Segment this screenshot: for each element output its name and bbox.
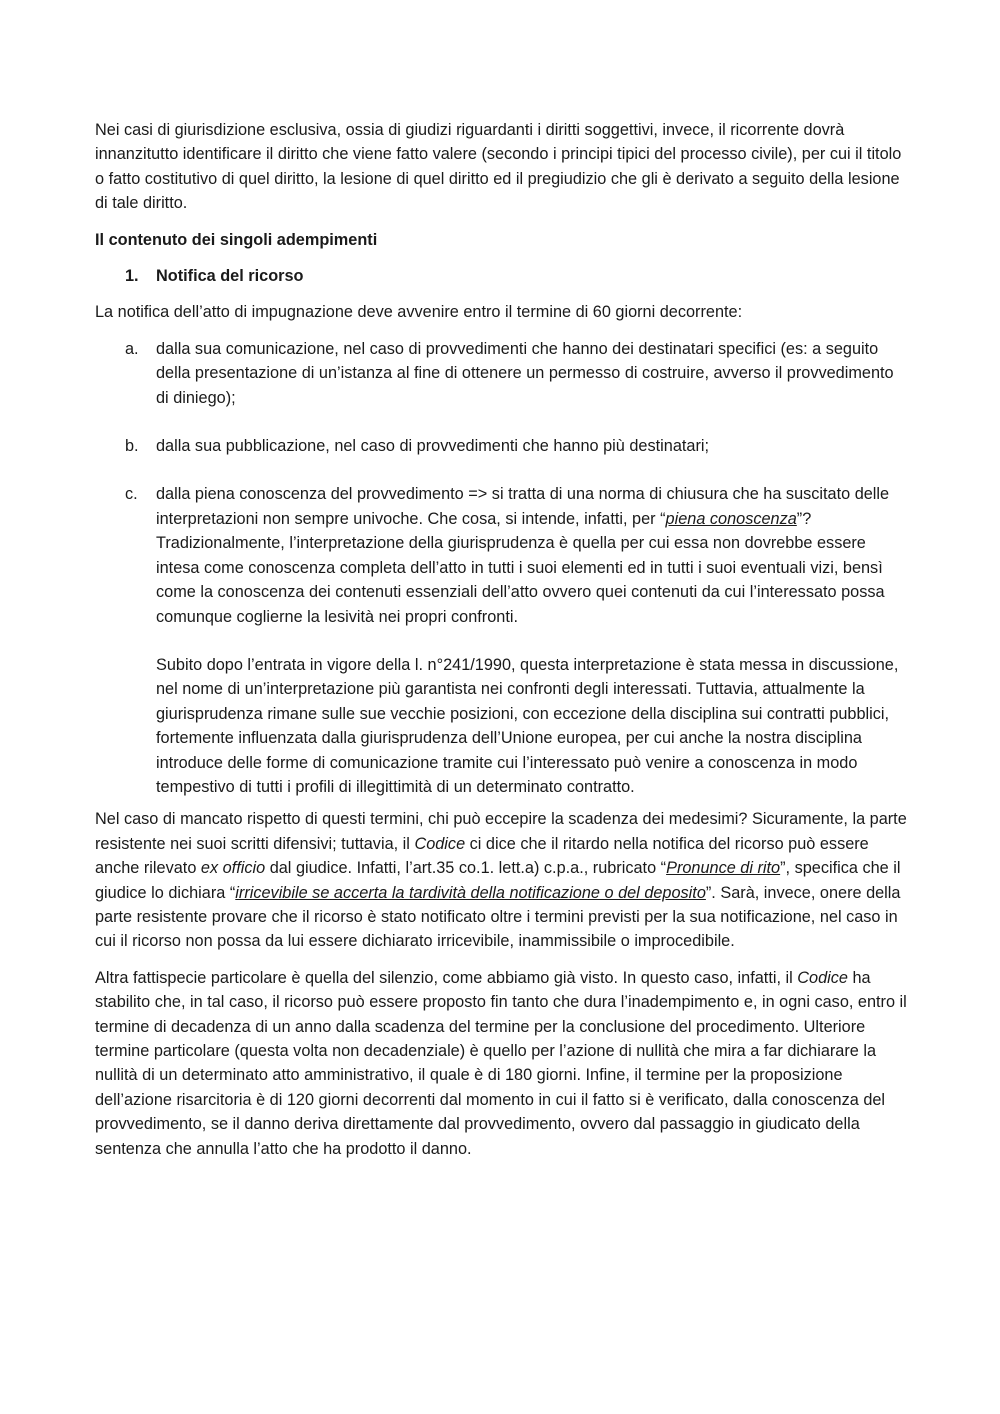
list-item-c	[95, 482, 910, 628]
section-heading: Il contenuto dei singoli adempimenti	[95, 230, 378, 249]
list-marker-c: c.	[125, 485, 138, 504]
numbered-heading-number: 1.	[125, 267, 139, 286]
list-marker-a: a.	[125, 339, 139, 358]
paragraph-mancato-rispetto	[95, 807, 910, 953]
numbered-heading-notifica	[95, 264, 910, 288]
paragraph3-codice: Codice	[797, 968, 848, 987]
paragraph-giurisdizione-esclusiva: Nei casi di giurisdizione esclusiva, ossia di giudizi riguardanti i diritti soggettivi, invece, il ricorrente dovrà innanzitutto identificare il diritto che viene fatto valere (secondo i principi tipici del processo civile), per cui il titolo o fatto costitutivo di quel diritto, la lesione di quel diritto ed il pregiudizio che gli è derivato a seguito della lesione di tale diritto.	[95, 121, 902, 213]
paragraph3-text-1: Altra fattispecie particolare è quella del silenzio, come abbiamo già visto. In questo caso, infatti, il	[95, 968, 798, 987]
paragraph2-pronunce-di-rito: Pronunce di rito	[666, 859, 781, 878]
list-item-c-text-2: ”? Tradizionalmente, l’interpretazione della giurisprudenza è quella per cui essa non dovrebbe essere intesa come conoscenza completa dell’atto in tutti i suoi elementi ed in tutti i suoi eventuali vizi, bensì come la conoscenza dei contenuti essenziali dell’atto ovvero quei contenuti da cui l’interessato possa comunque coglierne la lesività nei propri confronti.	[156, 509, 885, 626]
list-item-a	[95, 337, 910, 410]
list-item-b	[95, 434, 910, 458]
paragraph2-text-5: ”. Sarà, invece, onere della parte resistente provare che il ricorso è stato notificato oltre i termini previsti per la sua notificazione, nel caso in cui il ricorso non possa da lui essere dichiarato irricevibile, inammissibile o improcedibile.	[95, 883, 901, 951]
list-item-c-subparagraph: Subito dopo l’entrata in vigore della l. n°241/1990, questa interpretazione è stata messa in discussione, nel nome di un’interpretazione più garantista nei confronti degli interessati. Tuttavia, attualmente la giurisprudenza rimane sulle sue vecchie posizioni, con eccezione della disciplina sui contratti pubblici, fortemente influenzata dalla giurisprudenza dell’Unione europea, per cui anche la nostra disciplina introduce delle forme di comunicazione tramite cui l’interessato può venire a conoscenza in modo tempestivo di tutti i profili di illegittimità di un determinato contratto.	[156, 655, 899, 796]
list-marker-b: b.	[125, 437, 139, 456]
list-item-c-text-1: dalla piena conoscenza del provvedimento => si tratta di una norma di chiusura che ha suscitato delle interpretazioni non sempre univoche. Che cosa, si intende, infatti, per “	[156, 485, 890, 528]
paragraph2-text-2: ci dice che il ritardo nella notifica del ricorso può essere anche rilevato	[95, 834, 869, 878]
list-item-b-text: dalla sua pubblicazione, nel caso di provvedimenti che hanno più destinatari;	[156, 437, 710, 456]
paragraph2-text-1: Nel caso di mancato rispetto di questi termini, chi può eccepire la scadenza dei medesimi? Sicuramente, la parte resistente nei suoi scritti difensivi; tuttavia, il	[95, 810, 907, 853]
paragraph2-codice: Codice	[414, 834, 466, 853]
paragraph2-ex-officio: ex officio	[200, 859, 266, 878]
term-piena-conoscenza: piena conoscenza	[665, 509, 797, 528]
paragraph2-text-3: dal giudice. Infatti, l’art.35 co.1. lett.a) c.p.a., rubricato “	[265, 859, 667, 878]
list-item-a-text: dalla sua comunicazione, nel caso di provvedimenti che hanno dei destinatari specifici (es: a seguito della presentazione di un’istanza al fine di ottenere un permesso di costruire, avverso il provvedimento di diniego);	[156, 339, 894, 407]
paragraph2-quote-irricevibile: irricevibile se accerta la tardività della notificazione o del deposito	[235, 883, 706, 902]
document-body	[95, 118, 910, 1161]
paragraph-notifica-intro: La notifica dell’atto di impugnazione deve avvenire entro il termine di 60 giorni decorrente:	[95, 303, 743, 322]
paragraph-silenzio	[95, 966, 910, 1161]
paragraph3-text-2: ha stabilito che, in tal caso, il ricorso può essere proposto fin tanto che dura l’inadempimento e, in ogni caso, entro il termine di decadenza di un anno dalla scadenza del termine per la conclusione del procedimento. Ulteriore termine particolare (questa volta non decadenziale) è quello per l’azione di nullità che mira a far dichiarare la nullità di un determinato atto amministrativo, il quale è di 180 giorni. Infine, il termine per la proposizione dell’azione risarcitoria è di 120 giorni decorrenti dal momento in cui il fatto si è verificato, dalla conoscenza del provvedimento, se il danno deriva direttamente dal provvedimento, ovvero dal passaggio in giudicato della sentenza che annulla l’atto che ha prodotto il danno.	[95, 968, 907, 1158]
numbered-heading-title: Notifica del ricorso	[156, 267, 304, 286]
paragraph2-text-4: ”, specifica che il giudice lo dichiara “	[95, 859, 901, 902]
